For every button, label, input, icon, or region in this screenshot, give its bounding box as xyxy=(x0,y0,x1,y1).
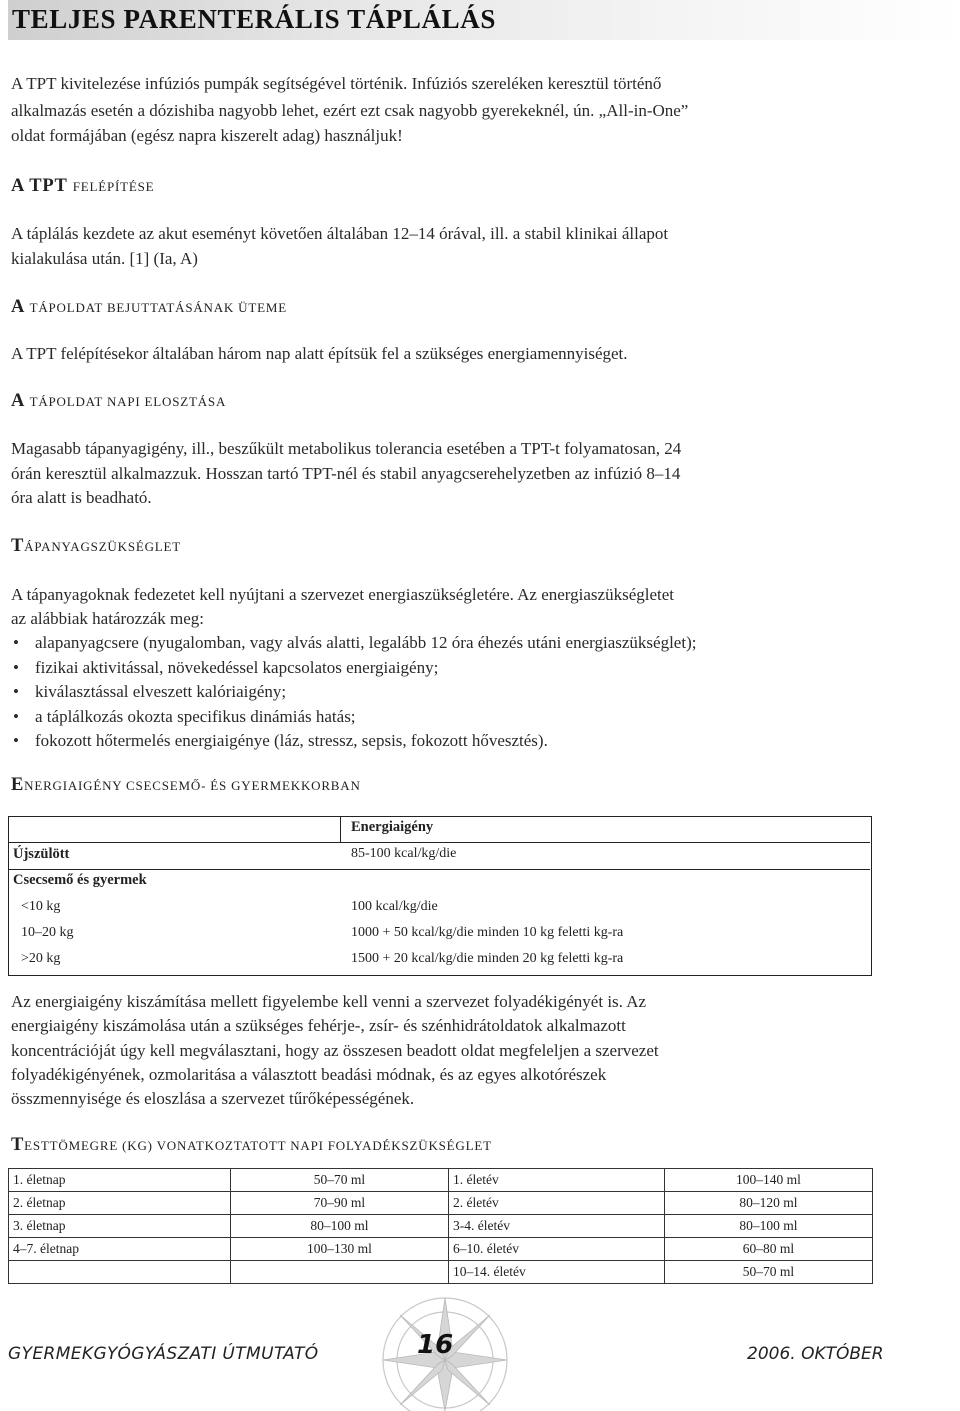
table-row-label: Csecsemő és gyermek xyxy=(13,872,147,888)
table-cell: 50–70 ml xyxy=(231,1169,449,1192)
fluid-table xyxy=(8,1168,873,1284)
heading-rest: FELÉPÍTÉSE xyxy=(72,179,155,194)
section5-line: összmennyisége és eloszlása a szervezet tűrőképességének. xyxy=(11,1089,415,1108)
table-row xyxy=(9,1192,873,1215)
footer-publication: GYERMEKGYÓGYÁSZATI ÚTMUTATÓ xyxy=(8,1344,319,1364)
section1-line: A táplálás kezdete az akut eseményt követően általában 12–14 órával, ill. a stabil klinikai állapot xyxy=(11,224,669,243)
table-cell: 3-4. életév xyxy=(449,1215,665,1238)
table-row xyxy=(9,1169,873,1192)
section2-line: A TPT felépítésekor általában három nap alatt építsük fel a szükséges energiamennyiséget. xyxy=(11,344,628,363)
section-heading-nutrient-need xyxy=(11,536,181,557)
table-cell: 100–140 ml xyxy=(665,1169,873,1192)
page-title: TELJES PARENTERÁLIS TÁPLÁLÁS xyxy=(12,4,496,34)
heading-lead: T xyxy=(11,536,25,556)
list-item: • fizikai aktivitással, növekedéssel kapcsolatos energiaigény; xyxy=(11,656,696,681)
heading-lead: A TPT xyxy=(11,176,73,196)
heading-rest: NERGIAIGÉNY CSECSEMŐ- ÉS GYERMEKKORBAN xyxy=(24,778,361,793)
table-cell: 60–80 ml xyxy=(665,1238,873,1261)
table-row xyxy=(9,1215,873,1238)
table-row-label: <10 kg xyxy=(21,899,61,914)
table-cell: 50–70 ml xyxy=(665,1261,873,1284)
section5-line: koncentrációját úgy kell megválasztani, hogy az összesen beadott oldat megfeleljen a szervezet xyxy=(11,1041,659,1060)
section5-line: energiaigény kiszámolása után a szükséges fehérje-, zsír- és szénhidrátoldatok alkalmazott xyxy=(11,1016,626,1035)
section-heading-fluid-need xyxy=(11,1135,492,1156)
table-cell: 70–90 ml xyxy=(231,1192,449,1215)
list-item: • kiválasztással elveszett kalóriaigény; xyxy=(11,680,696,705)
section5-line: folyadékigényének, ozmolaritása a választott beadási módnak, és az egyes alkotórészek xyxy=(11,1065,607,1084)
section-heading-rate xyxy=(11,297,287,318)
table-row-label: Újszülött xyxy=(13,846,70,862)
section3-line: órán keresztül alkalmazzuk. Hosszan tartó TPT-nél és stabil anyagcserehelyzetben az infúzió 8–14 xyxy=(11,464,681,483)
heading-rest: ESTTÖMEGRE (KG) VONATKOZTATOTT NAPI FOLYADÉKSZÜKSÉGLET xyxy=(24,1138,492,1153)
section-heading-tpt-build xyxy=(11,176,154,197)
table-cell: 1. életév xyxy=(449,1169,665,1192)
list-item: • alapanyagcsere (nyugalomban, vagy alvás alatti, legalább 12 óra éhezés utáni energiaszükséglet); xyxy=(11,631,696,656)
energy-table xyxy=(8,816,872,976)
table-cell: 6–10. életév xyxy=(449,1238,665,1261)
table-row-label: 10–20 kg xyxy=(21,925,74,940)
section5-line: Az energiaigény kiszámítása mellett figyelembe kell venni a szervezet folyadékigényét is. Az xyxy=(11,992,647,1011)
table-divider xyxy=(9,869,870,870)
table-row-label: >20 kg xyxy=(21,951,61,966)
table-cell: 80–100 ml xyxy=(665,1215,873,1238)
section1-line: kialakulása után. [1] (Ia, A) xyxy=(11,249,198,268)
table-cell: 85-100 kcal/kg/die xyxy=(351,846,457,861)
table-cell: 1. életnap xyxy=(9,1169,231,1192)
table-row xyxy=(9,1238,873,1261)
table-cell: 100–130 ml xyxy=(231,1238,449,1261)
section4-line: az alábbiak határozzák meg: xyxy=(11,609,205,628)
table-cell: 2. életnap xyxy=(9,1192,231,1215)
table-row xyxy=(9,1261,873,1284)
page-number: 16 xyxy=(417,1330,454,1360)
intro-line: A TPT kivitelezése infúziós pumpák segítségével történik. Infúziós szereléken keresztül történő xyxy=(11,74,662,93)
table-divider xyxy=(340,817,341,843)
heading-rest: TÁPOLDAT BEJUTTATÁSÁNAK ÜTEME xyxy=(29,300,287,315)
heading-lead: A xyxy=(11,297,30,317)
section-heading-energy-need xyxy=(11,775,361,796)
section4-line: A tápanyagoknak fedezetet kell nyújtani a szervezet energiaszükségletére. Az energiaszükségletet xyxy=(11,585,675,604)
heading-lead: E xyxy=(11,775,25,795)
list-item: • fokozott hőtermelés energiaigénye (láz, stressz, sepsis, fokozott hővesztés). xyxy=(11,729,696,754)
table-cell: 100 kcal/kg/die xyxy=(351,899,438,914)
section3-line: óra alatt is beadható. xyxy=(11,488,152,507)
table-cell: 10–14. életév xyxy=(449,1261,665,1284)
table-divider xyxy=(9,842,870,843)
section-heading-distribution xyxy=(11,391,226,412)
table-cell: 80–120 ml xyxy=(665,1192,873,1215)
heading-lead: A xyxy=(11,391,30,411)
table-col-header: Energiaigény xyxy=(351,819,434,835)
heading-lead: T xyxy=(11,1135,25,1155)
section3-line: Magasabb tápanyagigény, ill., beszűkült metabolikus tolerancia esetében a TPT-t folyamatosan, 24 xyxy=(11,439,682,458)
table-cell: 2. életév xyxy=(449,1192,665,1215)
table-cell: 4–7. életnap xyxy=(9,1238,231,1261)
table-cell: 80–100 ml xyxy=(231,1215,449,1238)
heading-rest: ÁPANYAGSZÜKSÉGLET xyxy=(24,539,181,554)
heading-rest: TÁPOLDAT NAPI ELOSZTÁSA xyxy=(29,394,227,409)
list-item: • a táplálkozás okozta specifikus dinámiás hatás; xyxy=(11,705,696,730)
table-cell xyxy=(231,1261,449,1284)
footer-date: 2006. OKTÓBER xyxy=(747,1344,884,1364)
table-cell: 1000 + 50 kcal/kg/die minden 10 kg feletti kg-ra xyxy=(351,925,624,940)
energy-factor-list xyxy=(11,631,696,754)
table-cell: 3. életnap xyxy=(9,1215,231,1238)
table-cell xyxy=(9,1261,231,1284)
intro-line: oldat formájában (egész napra kiszerelt adag) használjuk! xyxy=(11,126,403,145)
intro-line: alkalmazás esetén a dózishiba nagyobb lehet, ezért ezt csak nagyobb gyerekeknél, ún. „All-in-One” xyxy=(11,101,689,120)
table-cell: 1500 + 20 kcal/kg/die minden 20 kg feletti kg-ra xyxy=(351,951,624,966)
